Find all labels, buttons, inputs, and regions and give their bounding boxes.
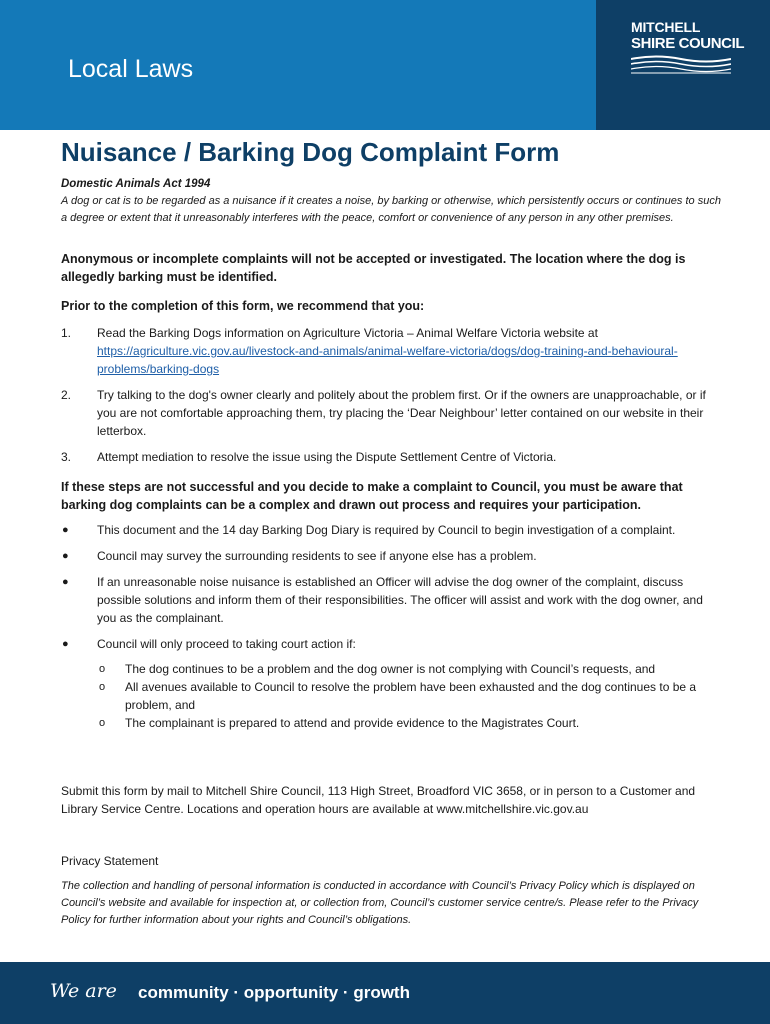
sub-bullet-icon: o (99, 681, 106, 693)
bullet-icon: ● (62, 524, 69, 536)
logo-line1: MITCHELL (631, 19, 701, 35)
item-number: 2. (61, 388, 72, 402)
agriculture-victoria-link[interactable]: https://agriculture.vic.gov.au/livestock-and-animals/animal-welfare-victoria/dogs/dog-training-and-behavioural-problems/barking-dogs (97, 344, 678, 376)
footer-banner (0, 962, 770, 1024)
sub-bullet-text: The complainant is prepared to attend and provide evidence to the Magistrates Court. (125, 716, 580, 730)
council-logo (596, 0, 770, 130)
bullet-item (61, 521, 721, 539)
logo-line2: SHIRE COUNCIL (631, 35, 745, 52)
footer-tagline: community · opportunity · growth (138, 983, 410, 1002)
bullet-item (61, 573, 721, 627)
steps-heading: If these steps are not successful and you decide to make a complaint to Council, you must be aware that barking dog complaints can be a complex and drawn out process and requires your participation. (61, 480, 683, 512)
privacy-heading: Privacy Statement (61, 854, 159, 868)
sub-bullet-text: All avenues available to Council to resolve the problem have been exhausted and the dog continues to be a problem, and (125, 680, 697, 712)
bullet-icon: ● (62, 576, 69, 588)
bullet-text: If an unreasonable noise nuisance is established an Officer will advise the dog owner of the complaint, discuss possible solutions and inform them of their responsibilities. The officer will assist and work with the dog owner, and you as the complainant. (97, 575, 703, 625)
footer-we-are: We are (50, 980, 117, 1002)
bullet-text: This document and the 14 day Barking Dog Diary is required by Council to begin investigation of a complaint. (97, 523, 676, 537)
bullet-icon: ● (62, 550, 69, 562)
sub-bullet-item (97, 660, 721, 678)
bullet-item (61, 547, 721, 565)
header-title: Local Laws (68, 55, 194, 83)
prior-heading: Prior to the completion of this form, we recommend that you: (61, 299, 425, 313)
act-definition: A dog or cat is to be regarded as a nuisance if it creates a noise, by barking or otherwise, which persistently occurs or continues to such a degree or extent that it unreasonably interferes with the peace, comfort or convenience of any person in any other premises. (61, 195, 721, 224)
item-text: Read the Barking Dogs information on Agriculture Victoria – Animal Welfare Victoria website at (97, 326, 598, 340)
bullet-item (61, 635, 721, 732)
bullet-text: Council may survey the surrounding residents to see if anyone else has a problem. (97, 549, 537, 563)
form-title: Nuisance / Barking Dog Complaint Form (61, 137, 560, 167)
item-number: 3. (61, 450, 72, 464)
bullet-icon: ● (62, 638, 69, 650)
sub-bullet-item (97, 714, 721, 732)
header-banner (0, 0, 770, 130)
act-title: Domestic Animals Act 1994 (61, 178, 211, 190)
process-bullet-list (61, 521, 721, 740)
court-conditions-list (97, 660, 721, 732)
anonymous-warning: Anonymous or incomplete complaints will not be accepted or investigated. The location where the dog is allegedly barking must be identified. (61, 252, 686, 284)
item-text: Try talking to the dog's owner clearly and politely about the problem first. Or if the owners are unapproachable, or if you are not comfortable approaching them, try placing the ‘Dear Neighbour’ letter contained on our website in their letterbox. (97, 388, 706, 438)
privacy-statement: The collection and handling of personal information is conducted in accordance with Council’s Privacy Policy which is displayed on Council’s website and available for inspection at, or collection from, Council’s customer service centre/s. Please refer to the Privacy Policy for further information about your rights and Council’s obligations. (61, 880, 699, 926)
sub-bullet-text: The dog continues to be a problem and the dog owner is not complying with Council’s requests, and (125, 662, 656, 676)
item-number: 1. (61, 326, 72, 340)
submit-instructions: Submit this form by mail to Mitchell Shire Council, 113 High Street, Broadford VIC 3658, or in person to a Customer and Library Service Centre. Locations and operation hours are available at www.mitchellshire.vic.gov.au (61, 784, 696, 816)
sub-bullet-icon: o (99, 663, 106, 675)
wave-logo-icon (631, 55, 731, 75)
item-text: Attempt mediation to resolve the issue using the Dispute Settlement Centre of Victoria. (97, 450, 557, 464)
recommendation-item (61, 386, 721, 440)
recommendation-list (61, 324, 721, 474)
recommendation-item (61, 448, 721, 466)
sub-bullet-icon: o (99, 717, 106, 729)
recommendation-item (61, 324, 721, 378)
sub-bullet-item (97, 678, 721, 714)
bullet-text: Council will only proceed to taking court action if: (97, 637, 356, 651)
